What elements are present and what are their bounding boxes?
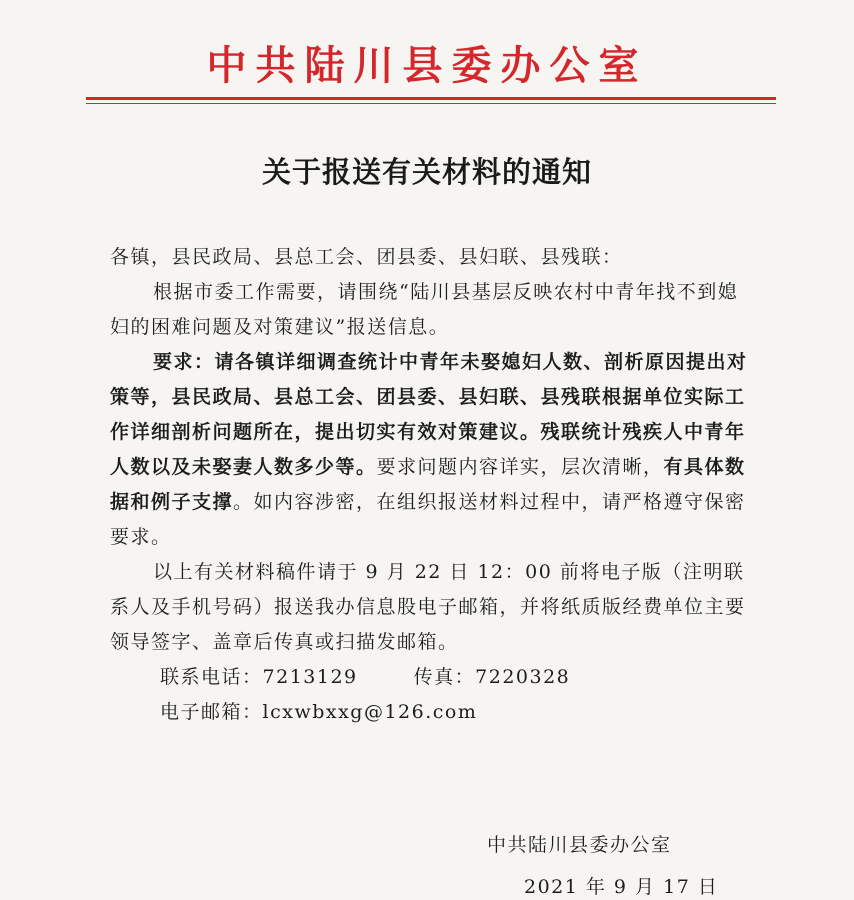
- requirements-text-2: 。如内容涉密，在组织报送材料过程中，请严格遵守保密要求。: [110, 491, 746, 548]
- contact-email-line: [110, 695, 750, 730]
- requirements-text: 要求问题内容详实，层次清晰，: [376, 456, 664, 478]
- email-address: lcxwbxxg@126.com: [262, 701, 478, 723]
- red-rule-thin: [86, 103, 776, 104]
- org-header: 中共陆川县委办公室: [206, 43, 648, 89]
- signature-org: 中共陆川县委办公室: [487, 834, 672, 856]
- paragraph-requirements: [110, 345, 750, 555]
- document-body: [110, 240, 750, 730]
- fax-number: 7220328: [475, 666, 571, 688]
- phone-label: 联系电话：: [160, 666, 263, 688]
- paragraph-deadline: 以上有关材料稿件请于 9 月 22 日 12：00 前将电子版（注明联系人及手机号码）报送我办信息股电子邮箱，并将纸质版经费单位主要领导签字、盖章后传真或扫描发邮箱。: [110, 561, 746, 653]
- addressee: 各镇，县民政局、县总工会、团县委、县妇联、县残联：: [110, 246, 623, 268]
- signature-date: 2021 年 9 月 17 日: [524, 876, 719, 898]
- paragraph-background: 根据市委工作需要，请围绕“陆川县基层反映农村中青年找不到媳妇的困难问题及对策建议”报送信息。: [110, 281, 739, 338]
- requirements-bold: 要求：请各镇详细调查统计中青年未娶媳妇人数、剖析原因提出对策等，县民政局、县总工会、团县委、县妇联、县残联根据单位实际工作详细剖析问题所在，提出切实有效对策建议。残联统计残疾人中青年人数以及未娶妻人数多少等。: [110, 351, 748, 478]
- email-label: 电子邮箱：: [160, 701, 263, 723]
- contact-phone-line: [110, 660, 750, 695]
- red-rule-thick: [86, 97, 776, 100]
- phone-number: 7213129: [262, 666, 358, 688]
- document-title: 关于报送有关材料的通知: [261, 155, 592, 189]
- requirements-emphasis: 有具体数据和例子支撑: [110, 456, 746, 513]
- fax-label: 传真：: [413, 666, 476, 688]
